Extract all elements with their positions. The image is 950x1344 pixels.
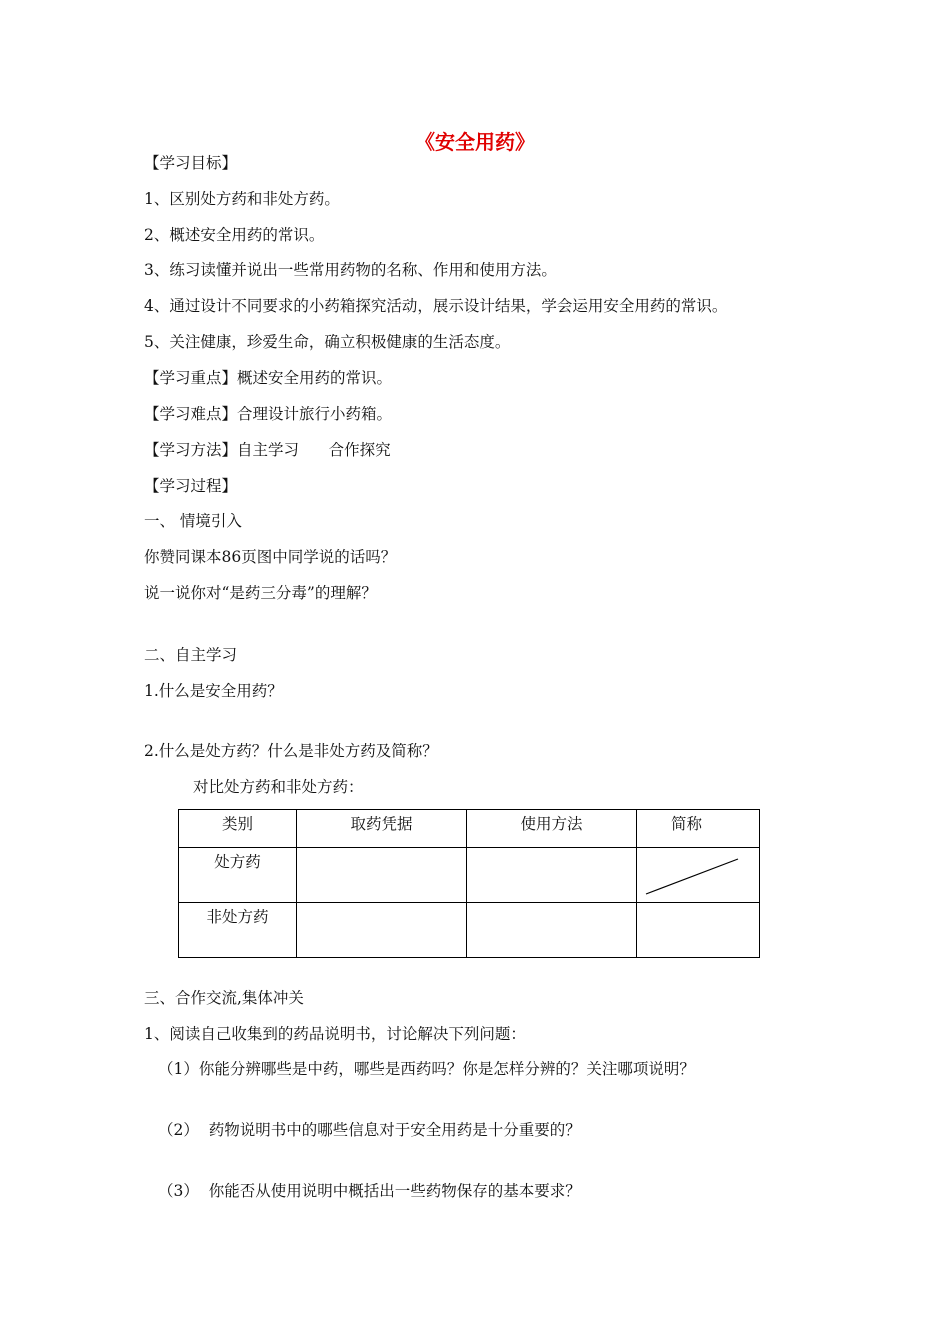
- table-cell-crossed: [637, 848, 760, 903]
- table-header-cell: 简称: [637, 810, 760, 848]
- section1-heading: 一、 情境引入: [144, 512, 242, 530]
- section3-heading: 三、合作交流,集体冲关: [144, 989, 304, 1007]
- table-cell: [297, 903, 467, 958]
- section3-intro: 1、阅读自己收集到的药品说明书，讨论解决下列问题：: [144, 1025, 526, 1043]
- document-title: 《安全用药》: [415, 130, 535, 154]
- table-header-cell: 使用方法: [467, 810, 637, 848]
- process-heading: 【学习过程】: [144, 477, 238, 495]
- objective-item: 5、关注健康，珍爱生命，确立积极健康的生活态度。: [144, 333, 511, 351]
- objectives-heading: 【学习目标】: [144, 154, 238, 172]
- table-cell: [297, 848, 467, 903]
- table-row: [179, 848, 760, 903]
- objective-item: 3、练习读懂并说出一些常用药物的名称、作用和使用方法。: [144, 261, 557, 279]
- section2-question-2: 2.什么是处方药？什么是非处方药及简称？: [144, 742, 438, 760]
- table-row: [179, 903, 760, 958]
- method: 【学习方法】自主学习 合作探究: [144, 441, 391, 459]
- table-header-cell: 类别: [179, 810, 297, 848]
- comparison-table: [178, 809, 760, 958]
- section1-line: 说一说你对“是药三分毒”的理解？: [144, 584, 377, 602]
- table-caption: 对比处方药和非处方药：: [193, 778, 364, 796]
- objective-item: 1、区别处方药和非处方药。: [144, 190, 340, 208]
- section2-heading: 二、自主学习: [144, 646, 238, 664]
- table-cell: 非处方药: [179, 903, 297, 958]
- table-header-cell: 取药凭据: [297, 810, 467, 848]
- section3-question: （2） 药物说明书中的哪些信息对于安全用药是十分重要的？: [158, 1121, 581, 1139]
- diagonal-strike-line: [637, 848, 760, 902]
- difficulty: 【学习难点】合理设计旅行小药箱。: [144, 405, 393, 423]
- table-cell: [467, 848, 637, 903]
- table-cell: [467, 903, 637, 958]
- section2-question-1: 1.什么是安全用药？: [144, 682, 283, 700]
- section3-question: （1）你能分辨哪些是中药，哪些是西药吗？你是怎样分辨的？关注哪项说明？: [158, 1060, 695, 1078]
- objective-item: 2、概述安全用药的常识。: [144, 226, 325, 244]
- table-cell: 处方药: [179, 848, 297, 903]
- table-header-row: [179, 810, 760, 848]
- section1-line: 你赞同课本86页图中同学说的话吗？: [144, 548, 397, 566]
- key-point: 【学习重点】概述安全用药的常识。: [144, 369, 393, 387]
- objective-item: 4、通过设计不同要求的小药箱探究活动，展示设计结果，学会运用安全用药的常识。: [144, 297, 728, 315]
- section3-question: （3） 你能否从使用说明中概括出一些药物保存的基本要求？: [158, 1182, 581, 1200]
- table-cell: [637, 903, 760, 958]
